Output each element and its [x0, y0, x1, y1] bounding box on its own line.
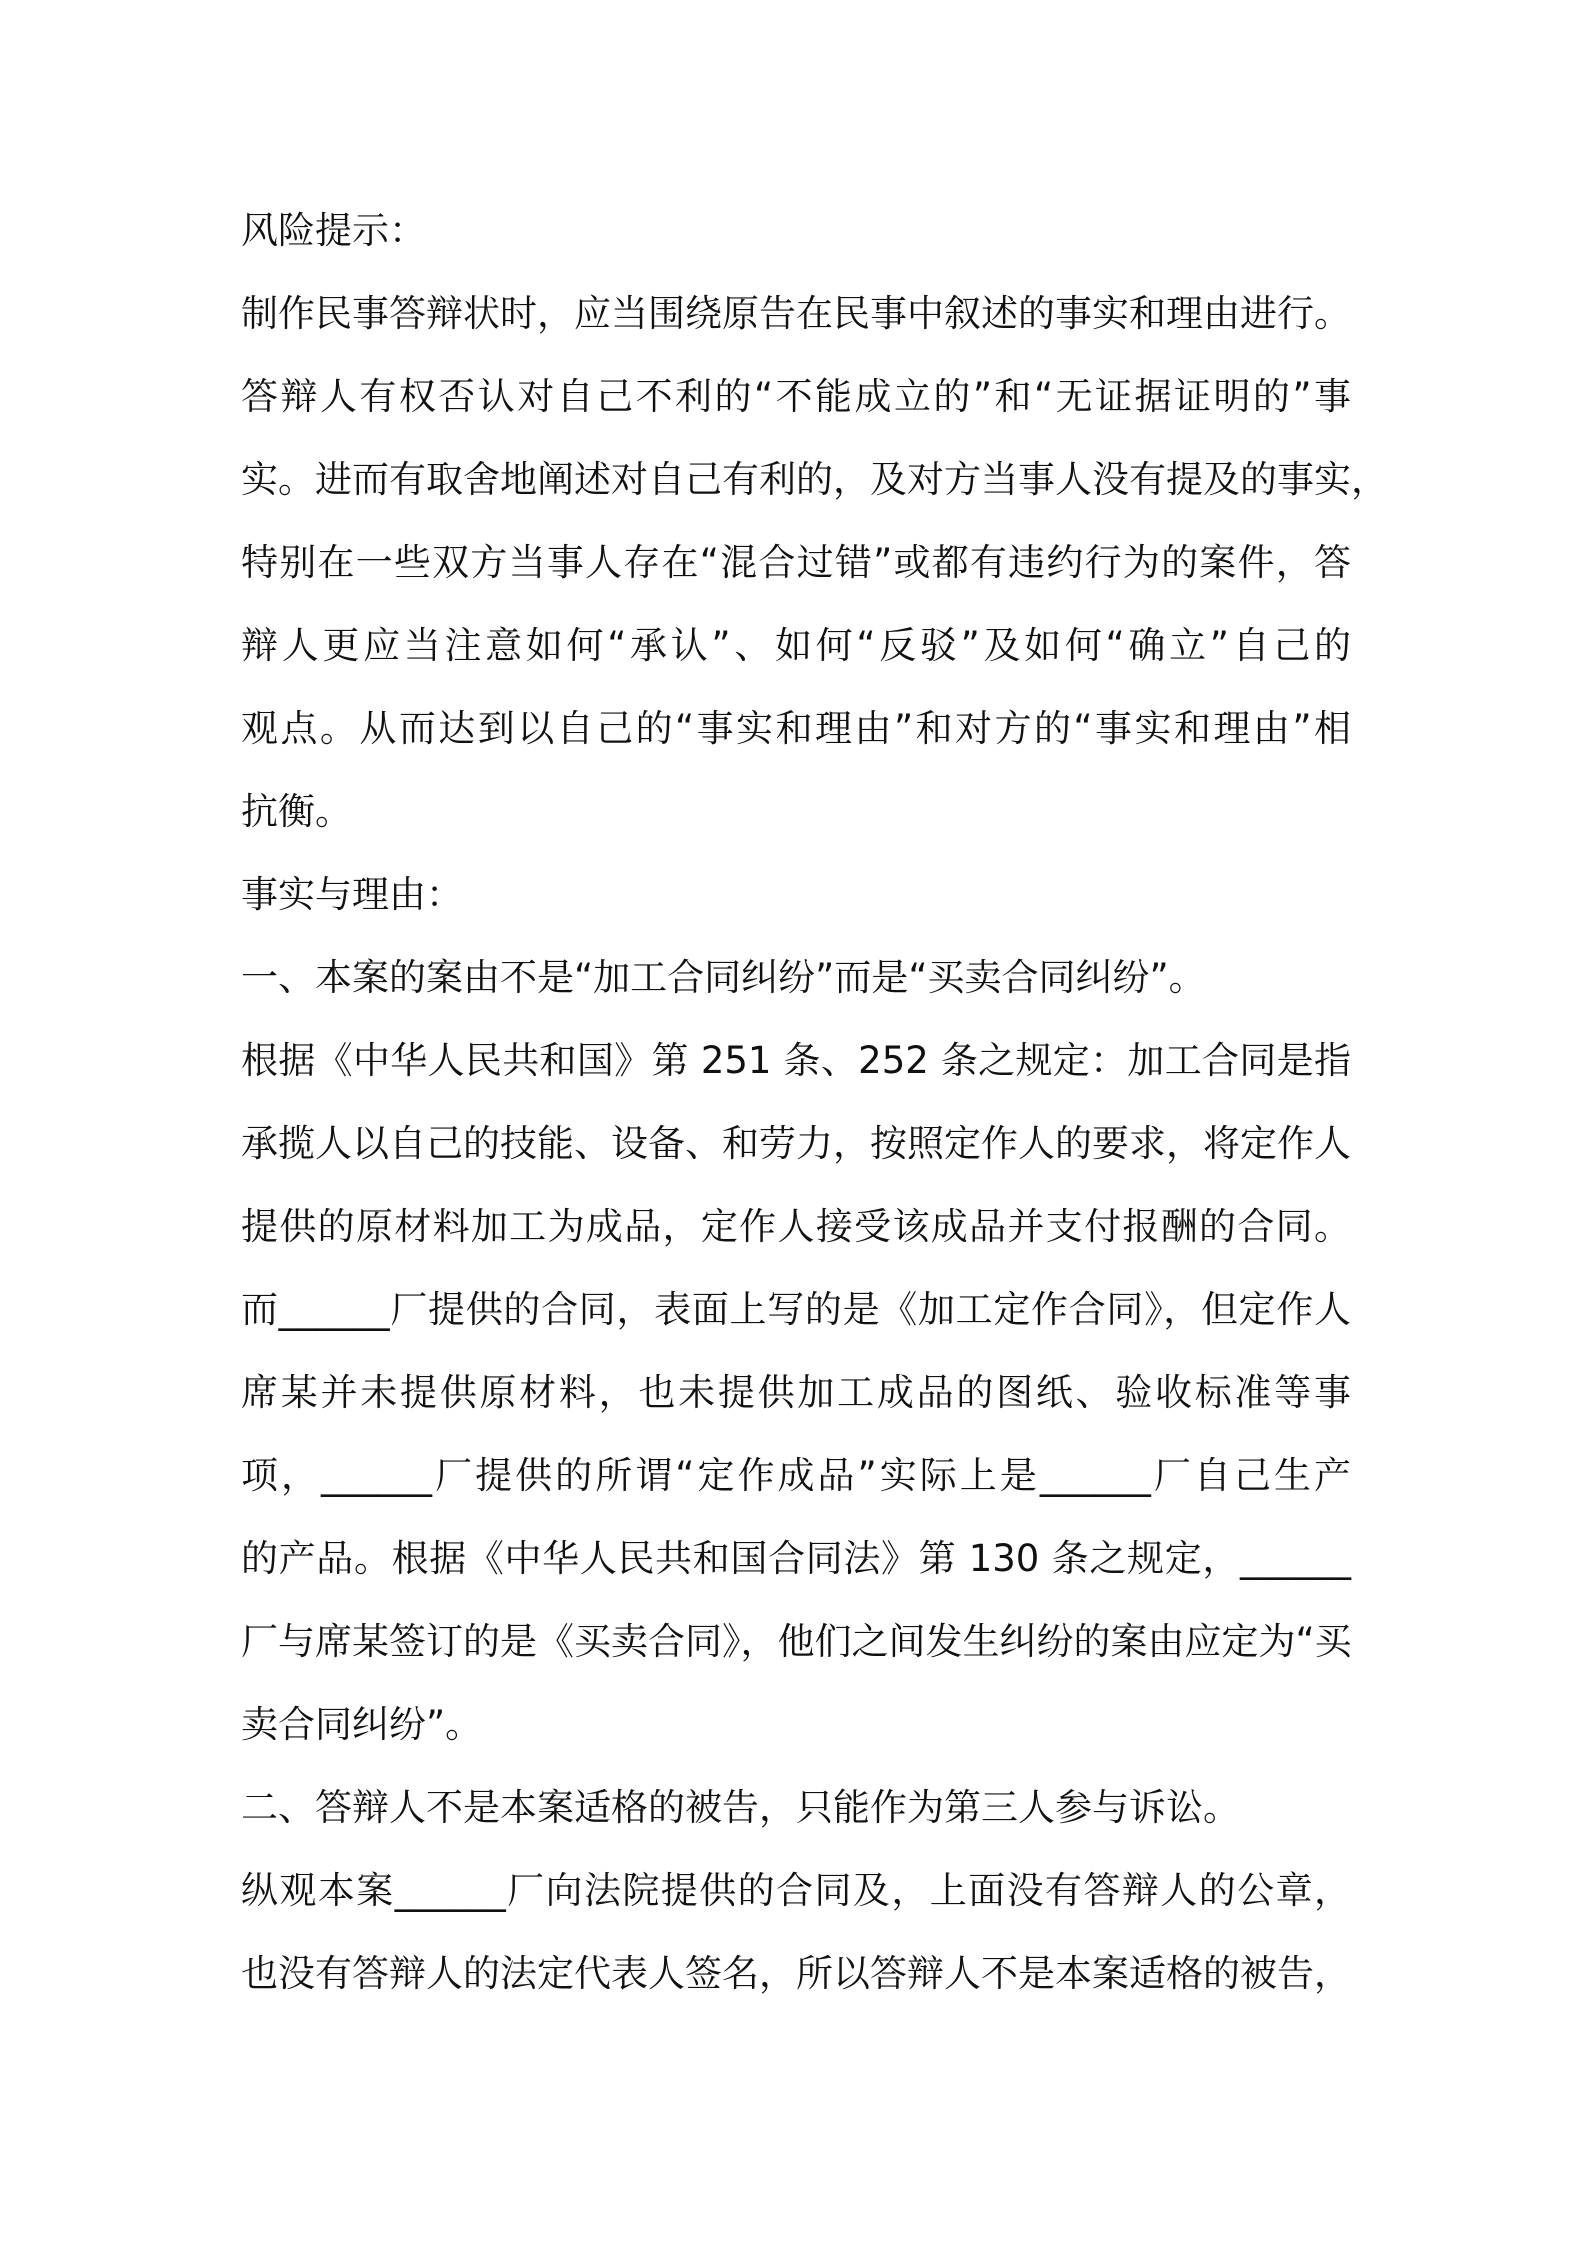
text-line: 的产品。根据《中华人民共和国合同法》第 130 条之规定，______: [241, 1537, 1351, 1580]
text-line: 根据《中华人民共和国》第 251 条、252 条之规定：加工合同是指: [241, 1039, 1351, 1082]
text-line: 抗衡。: [241, 790, 352, 833]
point-heading-one: 一、本案的案由不是“加工合同纠纷”而是“买卖合同纠纷”。: [241, 956, 1206, 999]
text-line: 也没有答辩人的法定代表人签名，所以答辩人不是本案适格的被告，: [241, 1952, 1351, 1995]
text-line: 特别在一些双方当事人存在“混合过错”或都有违约行为的案件，答: [241, 541, 1351, 584]
text-line: 厂与席某签订的是《买卖合同》，他们之间发生纠纷的案由应定为“买: [241, 1620, 1352, 1663]
text-line: 答辩人有权否认对自己不利的“不能成立的”和“无证据证明的”事: [241, 375, 1351, 418]
text-line: 项，______厂提供的所谓“定作成品”实际上是______厂自己生产: [241, 1454, 1351, 1497]
section-heading-risk-tips: 风险提示：: [241, 209, 426, 252]
text-line: 而______厂提供的合同，表面上写的是《加工定作合同》，但定作人: [241, 1288, 1351, 1331]
document-body: [241, 200, 1388, 2026]
section-heading-facts-reasons: 事实与理由：: [241, 873, 463, 916]
text-line: 制作民事答辩状时，应当围绕原告在民事中叙述的事实和理由进行。: [241, 292, 1351, 335]
text-line: 承揽人以自己的技能、设备、和劳力，按照定作人的要求，将定作人: [241, 1122, 1351, 1165]
text-line: 实。进而有取舍地阐述对自己有利的，及对方当事人没有提及的事实，: [241, 458, 1388, 501]
text-line: 卖合同纠纷”。: [241, 1703, 483, 1746]
text-line: 观点。从而达到以自己的“事实和理由”和对方的“事实和理由”相: [241, 707, 1351, 750]
text-line: 提供的原材料加工为成品，定作人接受该成品并支付报酬的合同。: [241, 1205, 1351, 1248]
text-line: 席某并未提供原材料，也未提供加工成品的图纸、验收标准等事: [241, 1371, 1351, 1414]
text-line: 辩人更应当注意如何“承认”、如何“反驳”及如何“确立”自己的: [241, 624, 1351, 667]
point-heading-two: 二、答辩人不是本案适格的被告，只能作为第三人参与诉讼。: [241, 1786, 1240, 1829]
text-line: 纵观本案______厂向法院提供的合同及，上面没有答辩人的公章，: [241, 1869, 1351, 1912]
